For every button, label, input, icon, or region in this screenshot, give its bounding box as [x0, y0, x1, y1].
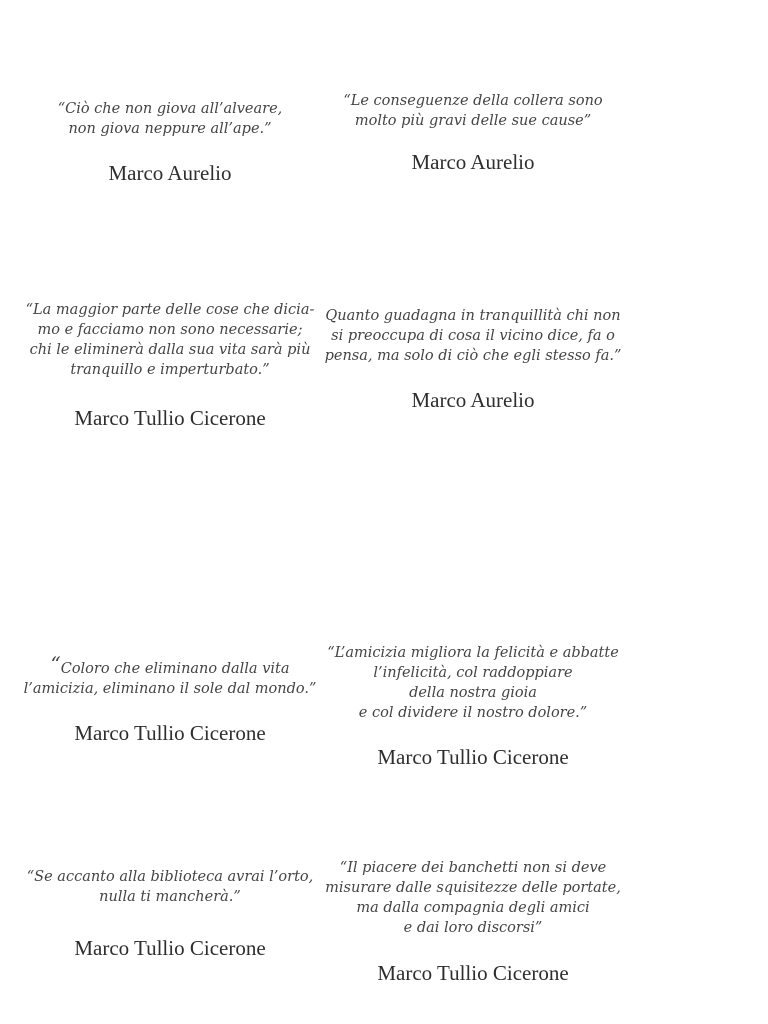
quote-open-mark: “: [50, 652, 61, 676]
quote-text: “Le conseguenze della collera sono molto più gravi delle sue cause”: [343, 93, 603, 129]
quote-text: [20, 654, 320, 699]
quote-author: Marco Aurelio: [411, 388, 535, 412]
quote-card: [323, 858, 623, 986]
quote-card: [323, 643, 623, 770]
quote-card: [20, 99, 320, 186]
quote-author: Marco Tullio Cicerone: [377, 745, 569, 769]
quote-card: [20, 300, 320, 431]
quote-card: [323, 306, 623, 413]
quote-card: [20, 654, 320, 746]
quote-card: [20, 867, 320, 961]
quote-author: Marco Tullio Cicerone: [74, 721, 266, 745]
quote-author: Marco Aurelio: [411, 150, 535, 174]
quote-author: Marco Tullio Cicerone: [74, 406, 266, 430]
quote-text: “Ciò che non giova all’alveare, non giova neppure all’ape.”: [57, 101, 283, 137]
quote-text: “La maggior parte delle cose che dicia- mo e facciamo non sono necessarie; chi le eliminerà dalla sua vita sarà più tranquillo e imperturbato.”: [25, 302, 315, 378]
quote-text: “L’amicizia migliora la felicità e abbatte l’infelicità, col raddoppiare della nostra gioia e col dividere il nostro dolore.”: [327, 645, 619, 721]
quote-author: Marco Tullio Cicerone: [74, 936, 266, 960]
quote-card: [323, 91, 623, 175]
quote-author: Marco Aurelio: [108, 161, 232, 185]
quote-text: “Se accanto alla biblioteca avrai l’orto, nulla ti mancherà.”: [26, 869, 314, 905]
quote-text: Quanto guadagna in tranquillità chi non si preoccupa di cosa il vicino dice, fa o pensa, ma solo di ciò che egli stesso fa.”: [324, 308, 622, 364]
quote-body: Coloro che eliminano dalla vita l’amicizia, eliminano il sole dal mondo.”: [23, 661, 317, 697]
quote-text: “Il piacere dei banchetti non si deve misurare dalle squisitezze delle portate, ma dalla compagnia degli amici e dai loro discorsi”: [325, 860, 621, 936]
quote-author: Marco Tullio Cicerone: [377, 961, 569, 985]
